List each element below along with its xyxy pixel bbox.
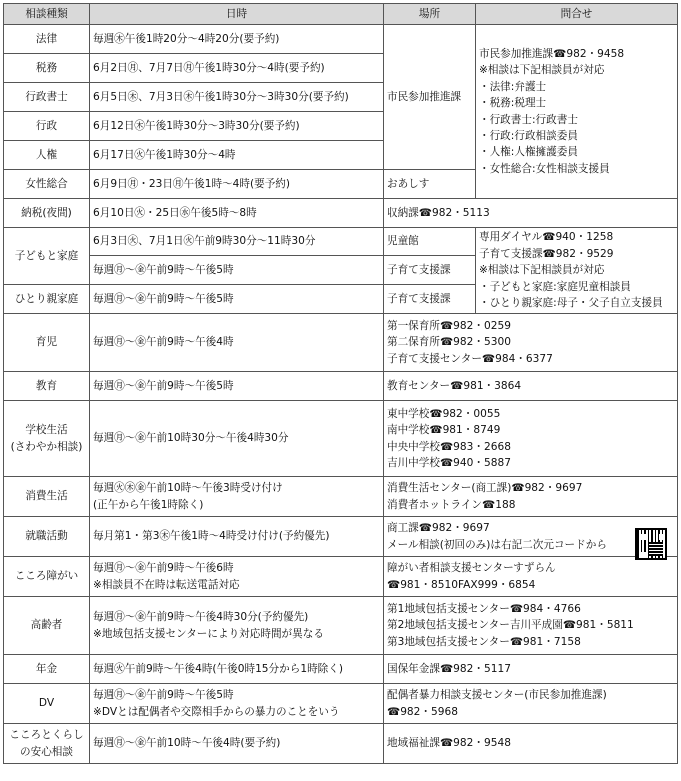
table-row xyxy=(4,557,678,597)
contact-cell: 専用ダイヤル☎940・1258 子育て支援課☎982・9529 ※相談は下記相談員が対応 ・子どもと家庭:家庭児童相談員 ・ひとり親家庭:母子・父子自立支援員 xyxy=(476,228,678,314)
place-cell: 東中学校☎982・0055 南中学校☎981・8749 中央中学校☎983・2668 吉川中学校☎940・5887 xyxy=(384,401,678,477)
qr-code-icon[interactable] xyxy=(635,528,667,560)
category-cell: 学校生活 (さわやか相談) xyxy=(4,401,90,477)
datetime-cell: 毎週㊊～㊎午前9時～午後4時30分(予約優先) ※地域包括支援センターにより対応時間が異なる xyxy=(90,597,384,655)
table-row xyxy=(4,25,678,54)
table-row xyxy=(4,314,678,372)
table-row xyxy=(4,372,678,401)
datetime-cell: 毎週㊊～㊎午前9時～午後5時 ※DVとは配偶者や交際相手からの暴力のことをいう xyxy=(90,684,384,724)
datetime-cell: 毎週㊊～㊎午前9時～午後5時 xyxy=(90,372,384,401)
category-cell: 年金 xyxy=(4,655,90,684)
place-cell: 子育て支援課 xyxy=(384,285,476,314)
table-row xyxy=(4,477,678,517)
category-cell: こころ障がい xyxy=(4,557,90,597)
table-row xyxy=(4,228,678,256)
category-cell: 子どもと家庭 xyxy=(4,228,90,285)
category-cell: 消費生活 xyxy=(4,477,90,517)
datetime-cell: 毎週㊊～㊎午前9時～午後4時 xyxy=(90,314,384,372)
category-cell: こころとくらし の安心相談 xyxy=(4,724,90,764)
place-cell: 国保年金課☎982・5117 xyxy=(384,655,678,684)
place-cell: 市民参加推進課 xyxy=(384,25,476,170)
place-cell: 第一保育所☎982・0259 第二保育所☎982・5300 子育て支援センター☎984・6377 xyxy=(384,314,678,372)
place-cell: 第1地域包括支援センター☎984・4766 第2地域包括支援センター吉川平成園☎981・5811 第3地域包括支援センター☎981・7158 xyxy=(384,597,678,655)
datetime-cell: 毎週㊋午前9時～午後4時(午後0時15分から1時除く) xyxy=(90,655,384,684)
category-cell: 納税(夜間) xyxy=(4,199,90,228)
place-cell: 地域福祉課☎982・9548 xyxy=(384,724,678,764)
datetime-cell: 6月9日㊊・23日㊊午後1時～4時(要予約) xyxy=(90,170,384,199)
place-cell: 商工課☎982・9697 メール相談(初回のみ)は右記二次元コードから xyxy=(384,517,678,557)
datetime-cell: 毎週㊋㊍㊎午前10時～午後3時受け付け (正午から午後1時除く) xyxy=(90,477,384,517)
consultation-table xyxy=(3,3,678,764)
datetime-cell: 6月5日㊍、7月3日㊍午後1時30分～3時30分(要予約) xyxy=(90,83,384,112)
place-cell: おあしす xyxy=(384,170,476,199)
category-cell: 教育 xyxy=(4,372,90,401)
datetime-cell: 毎週㊊～㊎午前9時～午後5時 xyxy=(90,256,384,285)
table-row xyxy=(4,684,678,724)
datetime-cell: 毎週㊊～㊎午前10時～午後4時(要予約) xyxy=(90,724,384,764)
category-cell: DV xyxy=(4,684,90,724)
table-row xyxy=(4,517,678,557)
datetime-cell: 毎月第1・第3㊍午後1時～4時受け付け(予約優先) xyxy=(90,517,384,557)
table-row xyxy=(4,199,678,228)
datetime-cell: 6月2日㊊、7月7日㊊午後1時30分～4時(要予約) xyxy=(90,54,384,83)
header-contact: 問合せ xyxy=(476,4,678,25)
datetime-cell: 6月12日㊍午後1時30分～3時30分(要予約) xyxy=(90,112,384,141)
table-row xyxy=(4,655,678,684)
category-cell: ひとり親家庭 xyxy=(4,285,90,314)
header-category: 相談種類 xyxy=(4,4,90,25)
datetime-cell: 毎週㊊～㊎午前9時～午後5時 xyxy=(90,285,384,314)
place-cell: 子育て支援課 xyxy=(384,256,476,285)
category-cell: 人権 xyxy=(4,141,90,170)
datetime-cell: 6月3日㊋、7月1日㊋午前9時30分～11時30分 xyxy=(90,228,384,256)
place-cell: 教育センター☎981・3864 xyxy=(384,372,678,401)
datetime-cell: 6月10日㊋・25日㊌午後5時～8時 xyxy=(90,199,384,228)
place-cell: 障がい者相談支援センターすずらん ☎981・8510FAX999・6854 xyxy=(384,557,678,597)
datetime-cell: 毎週㊊～㊎午前10時30分～午後4時30分 xyxy=(90,401,384,477)
category-cell: 行政書士 xyxy=(4,83,90,112)
table-row xyxy=(4,597,678,655)
place-cell: 消費生活センター(商工課)☎982・9697 消費者ホットライン☎188 xyxy=(384,477,678,517)
place-cell: 収納課☎982・5113 xyxy=(384,199,678,228)
category-cell: 育児 xyxy=(4,314,90,372)
header-datetime: 日時 xyxy=(90,4,384,25)
datetime-cell: 毎週㊍午後1時20分～4時20分(要予約) xyxy=(90,25,384,54)
table-row xyxy=(4,401,678,477)
place-cell: 配偶者暴力相談支援センター(市民参加推進課) ☎982・5968 xyxy=(384,684,678,724)
datetime-cell: 毎週㊊～㊎午前9時～午後6時 ※相談員不在時は転送電話対応 xyxy=(90,557,384,597)
header-row xyxy=(4,4,678,25)
header-place: 場所 xyxy=(384,4,476,25)
category-cell: 行政 xyxy=(4,112,90,141)
category-cell: 女性総合 xyxy=(4,170,90,199)
table-row xyxy=(4,724,678,764)
place-cell: 児童館 xyxy=(384,228,476,256)
category-cell: 就職活動 xyxy=(4,517,90,557)
category-cell: 高齢者 xyxy=(4,597,90,655)
category-cell: 税務 xyxy=(4,54,90,83)
category-cell: 法律 xyxy=(4,25,90,54)
datetime-cell: 6月17日㊋午後1時30分～4時 xyxy=(90,141,384,170)
contact-cell: 市民参加推進課☎982・9458 ※相談は下記相談員が対応 ・法律:弁護士 ・税務:税理士 ・行政書士:行政書士 ・行政:行政相談委員 ・人権:人権擁護委員 ・女性総合:女性相談支援員 xyxy=(476,25,678,199)
